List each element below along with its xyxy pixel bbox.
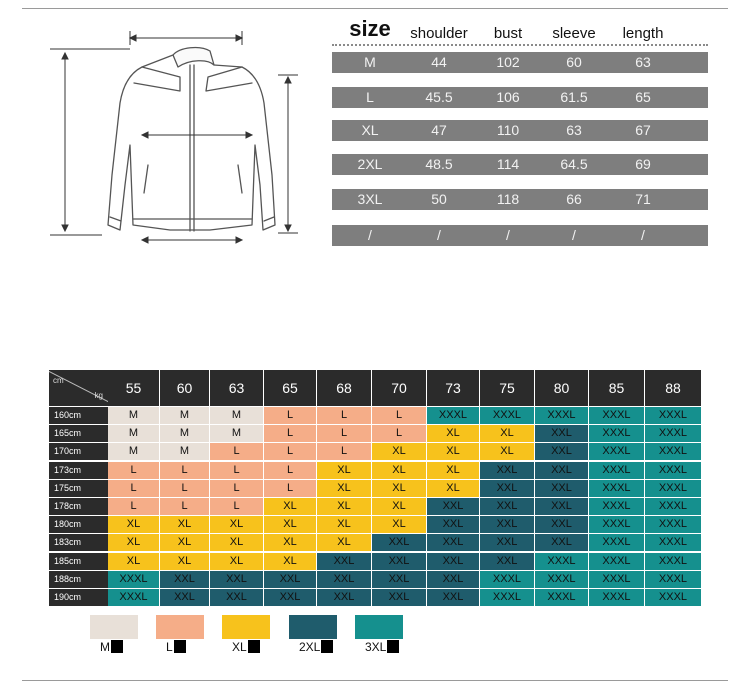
- size-cell: L: [210, 498, 263, 515]
- weight-header: 80: [535, 370, 588, 406]
- size-cell: M: [210, 425, 263, 442]
- size-cell: XXXL: [645, 534, 701, 551]
- size-cell: XL: [264, 553, 316, 570]
- size-cell: XXL: [210, 571, 263, 588]
- height-label: 173cm: [49, 462, 108, 479]
- size-cell: XL: [210, 516, 263, 533]
- size-cell: M: [160, 443, 209, 460]
- size-cell: XXL: [427, 516, 479, 533]
- size-cell: XXXL: [589, 407, 644, 424]
- size-cell: M: [160, 407, 209, 424]
- size-cell: XXL: [317, 553, 371, 570]
- size-cell: XL: [372, 480, 426, 497]
- legend-swatch: [90, 615, 138, 639]
- legend-label: [299, 640, 333, 654]
- size-table-cell: /: [368, 227, 372, 243]
- redaction-box: [174, 640, 186, 653]
- size-cell: XL: [317, 516, 371, 533]
- size-table-cell: 44: [431, 54, 447, 70]
- size-table-cell: 47: [431, 122, 447, 138]
- size-cell: L: [264, 425, 316, 442]
- corner-cell: [49, 370, 108, 406]
- height-label: 160cm: [49, 407, 108, 424]
- height-label: 185cm: [49, 553, 108, 570]
- size-cell: XL: [427, 425, 479, 442]
- header-dotted-rule: [332, 44, 708, 46]
- size-cell: XL: [427, 480, 479, 497]
- shoulder-header: shoulder: [410, 25, 468, 42]
- size-cell: XXL: [372, 553, 426, 570]
- size-table-cell: 48.5: [425, 156, 453, 172]
- size-cell: L: [372, 425, 426, 442]
- size-cell: XXXL: [645, 589, 701, 606]
- size-table-cell: 61.5: [560, 89, 588, 105]
- size-cell: XXXL: [645, 498, 701, 515]
- size-cell: XXL: [480, 516, 534, 533]
- size-cell: L: [210, 480, 263, 497]
- size-cell: XXL: [480, 534, 534, 551]
- size-cell: XXXL: [589, 443, 644, 460]
- size-table-cell: 63: [566, 122, 582, 138]
- size-table-cell: XL: [361, 122, 379, 138]
- size-cell: XXL: [535, 443, 588, 460]
- size-cell: XXXL: [589, 425, 644, 442]
- legend-label: [232, 640, 260, 654]
- size-cell: XL: [372, 443, 426, 460]
- size-table-cell: 50: [431, 191, 447, 207]
- size-cell: XL: [160, 516, 209, 533]
- weight-header: 70: [372, 370, 426, 406]
- size-cell: XXXL: [589, 480, 644, 497]
- size-table-cell: 64.5: [560, 156, 588, 172]
- size-table-cell: /: [641, 227, 645, 243]
- size-row: [332, 87, 708, 108]
- bust-header: bust: [493, 25, 523, 42]
- size-cell: XXXL: [535, 553, 588, 570]
- size-row: [332, 120, 708, 141]
- height-label: 170cm: [49, 443, 108, 460]
- size-cell: XL: [372, 462, 426, 479]
- size-cell: XXXL: [645, 462, 701, 479]
- length-header: length: [622, 25, 664, 42]
- legend-label: [166, 640, 186, 654]
- size-row: [332, 189, 708, 210]
- size-cell: XXXL: [589, 534, 644, 551]
- size-table-cell: 67: [635, 122, 651, 138]
- size-cell: XXXL: [480, 571, 534, 588]
- size-cell: L: [264, 443, 316, 460]
- size-cell: XXXL: [645, 407, 701, 424]
- size-table-cell: 60: [566, 54, 582, 70]
- size-cell: XXL: [372, 589, 426, 606]
- size-cell: L: [160, 480, 209, 497]
- size-table-cell: /: [506, 227, 510, 243]
- legend-swatch: [222, 615, 270, 639]
- size-table-cell: 66: [566, 191, 582, 207]
- size-cell: XL: [427, 443, 479, 460]
- size-cell: L: [108, 462, 159, 479]
- size-cell: XXL: [264, 589, 316, 606]
- weight-header: 60: [160, 370, 209, 406]
- size-cell: XL: [317, 480, 371, 497]
- weight-header: 73: [427, 370, 479, 406]
- size-cell: XXXL: [108, 589, 159, 606]
- size-cell: XL: [264, 516, 316, 533]
- size-cell: XXL: [427, 498, 479, 515]
- size-cell: XXXL: [645, 443, 701, 460]
- size-table-cell: 118: [496, 191, 520, 207]
- size-cell: XXL: [480, 480, 534, 497]
- size-cell: L: [160, 462, 209, 479]
- size-cell: XXXL: [645, 425, 701, 442]
- height-label: 165cm: [49, 425, 108, 442]
- size-row: [332, 225, 708, 246]
- size-cell: XL: [210, 553, 263, 570]
- height-label: 180cm: [49, 516, 108, 533]
- size-table-cell: /: [572, 227, 576, 243]
- size-cell: XL: [317, 498, 371, 515]
- size-header: size: [349, 16, 391, 41]
- size-cell: XXL: [210, 589, 263, 606]
- size-cell: L: [317, 407, 371, 424]
- size-cell: XXXL: [108, 571, 159, 588]
- size-cell: XXL: [160, 571, 209, 588]
- size-cell: XXL: [535, 462, 588, 479]
- size-cell: XXL: [427, 553, 479, 570]
- size-cell: XXL: [264, 571, 316, 588]
- size-cell: XXL: [535, 425, 588, 442]
- size-cell: XL: [480, 443, 534, 460]
- redaction-box: [248, 640, 260, 653]
- size-cell: XXXL: [589, 553, 644, 570]
- top-divider: [22, 8, 728, 9]
- size-cell: XXL: [160, 589, 209, 606]
- size-table-cell: 106: [496, 89, 520, 105]
- size-table-cell: 102: [496, 54, 520, 70]
- size-cell: XL: [480, 425, 534, 442]
- size-cell: L: [372, 407, 426, 424]
- legend-label-text: M: [100, 640, 110, 654]
- size-cell: XL: [108, 534, 159, 551]
- size-cell: XXXL: [645, 516, 701, 533]
- size-cell: XXXL: [589, 589, 644, 606]
- size-cell: L: [160, 498, 209, 515]
- legend-label-text: 3XL: [365, 640, 387, 654]
- size-cell: XL: [264, 498, 316, 515]
- size-cell: M: [108, 443, 159, 460]
- size-cell: XL: [264, 534, 316, 551]
- size-cell: M: [210, 407, 263, 424]
- size-cell: XXL: [317, 571, 371, 588]
- size-cell: M: [108, 425, 159, 442]
- size-table-header: [332, 14, 708, 44]
- size-cell: XXL: [535, 498, 588, 515]
- size-cell: XL: [317, 534, 371, 551]
- size-cell: L: [264, 407, 316, 424]
- weight-unit-label: kg: [94, 391, 103, 400]
- size-cell: XXL: [372, 534, 426, 551]
- size-cell: XL: [317, 462, 371, 479]
- size-row: [332, 154, 708, 175]
- weight-header: 63: [210, 370, 263, 406]
- legend-label-text: L: [166, 640, 173, 654]
- size-cell: XXL: [535, 534, 588, 551]
- size-cell: XXXL: [645, 571, 701, 588]
- size-table-cell: 63: [635, 54, 651, 70]
- size-cell: L: [108, 480, 159, 497]
- size-cell: XL: [372, 498, 426, 515]
- size-cell: XXL: [535, 516, 588, 533]
- weight-header: 68: [317, 370, 371, 406]
- size-cell: L: [317, 425, 371, 442]
- legend-label: [100, 640, 123, 654]
- weight-header: 75: [480, 370, 534, 406]
- legend-label-text: XL: [232, 640, 247, 654]
- legend-label: [365, 640, 399, 654]
- size-table-cell: L: [366, 89, 374, 105]
- size-table-cell: 114: [496, 156, 520, 172]
- size-cell: XXL: [480, 462, 534, 479]
- size-cell: XXXL: [480, 589, 534, 606]
- redaction-box: [387, 640, 399, 653]
- size-cell: XL: [160, 534, 209, 551]
- size-table-cell: 71: [635, 191, 651, 207]
- size-row: [332, 52, 708, 73]
- size-cell: XXXL: [480, 407, 534, 424]
- size-cell: XXL: [372, 571, 426, 588]
- size-cell: XL: [210, 534, 263, 551]
- size-cell: XXXL: [589, 571, 644, 588]
- size-cell: XXXL: [589, 498, 644, 515]
- size-cell: XXL: [427, 571, 479, 588]
- height-unit-label: cm: [53, 376, 64, 385]
- size-cell: XXXL: [427, 407, 479, 424]
- size-cell: XXXL: [589, 462, 644, 479]
- size-cell: M: [160, 425, 209, 442]
- size-table-cell: 110: [496, 122, 520, 138]
- redaction-box: [321, 640, 333, 653]
- weight-header: 65: [264, 370, 316, 406]
- sleeve-header: sleeve: [552, 25, 596, 42]
- size-cell: XXXL: [645, 553, 701, 570]
- size-cell: XL: [108, 516, 159, 533]
- size-cell: XXL: [480, 553, 534, 570]
- height-label: 188cm: [49, 571, 108, 588]
- size-cell: L: [108, 498, 159, 515]
- size-cell: XXXL: [535, 407, 588, 424]
- legend-swatch: [156, 615, 204, 639]
- size-cell: L: [264, 462, 316, 479]
- size-cell: L: [264, 480, 316, 497]
- size-cell: XXL: [427, 589, 479, 606]
- size-table-cell: /: [437, 227, 441, 243]
- size-table-cell: 45.5: [425, 89, 453, 105]
- size-table-cell: 69: [635, 156, 651, 172]
- size-cell: XL: [160, 553, 209, 570]
- size-cell: L: [210, 443, 263, 460]
- weight-header: 88: [645, 370, 701, 406]
- jacket-measurement-diagram-icon: [30, 25, 330, 255]
- size-cell: XXL: [427, 534, 479, 551]
- size-cell: XXL: [480, 498, 534, 515]
- size-cell: L: [317, 443, 371, 460]
- size-cell: XXL: [317, 589, 371, 606]
- size-cell: XXXL: [645, 480, 701, 497]
- height-label: 175cm: [49, 480, 108, 497]
- size-cell: XL: [427, 462, 479, 479]
- size-table-cell: 2XL: [357, 156, 383, 172]
- size-cell: XL: [372, 516, 426, 533]
- size-table-cell: 65: [635, 89, 651, 105]
- size-cell: XXXL: [589, 516, 644, 533]
- weight-header: 85: [589, 370, 644, 406]
- size-cell: XXXL: [535, 589, 588, 606]
- redaction-box: [111, 640, 123, 653]
- size-cell: XL: [108, 553, 159, 570]
- weight-header: 55: [108, 370, 159, 406]
- size-table-cell: 3XL: [357, 191, 383, 207]
- size-table-cell: M: [364, 54, 376, 70]
- size-cell: M: [108, 407, 159, 424]
- height-label: 183cm: [49, 534, 108, 551]
- bottom-divider: [22, 680, 728, 681]
- height-label: 178cm: [49, 498, 108, 515]
- height-label: 190cm: [49, 589, 108, 606]
- legend-swatch: [355, 615, 403, 639]
- size-cell: XXXL: [535, 571, 588, 588]
- size-cell: XXL: [535, 480, 588, 497]
- size-cell: L: [210, 462, 263, 479]
- legend-label-text: 2XL: [299, 640, 321, 654]
- legend-swatch: [289, 615, 337, 639]
